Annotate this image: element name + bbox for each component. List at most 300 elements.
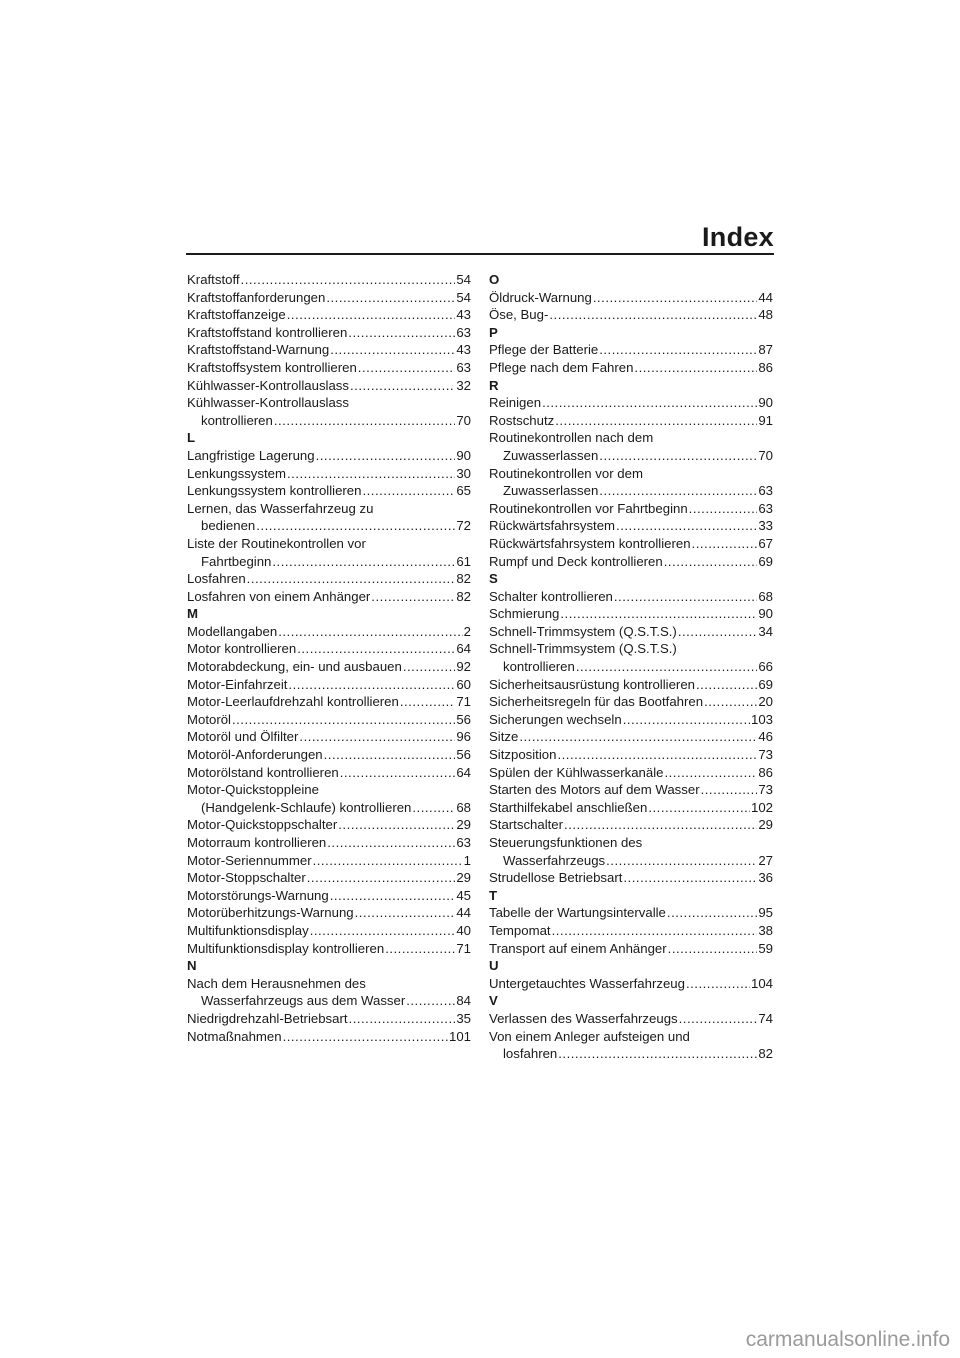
dot-leader bbox=[232, 711, 455, 729]
index-entry-label: Motoröl-Anforderungen bbox=[187, 747, 323, 763]
index-entry bbox=[489, 711, 773, 729]
index-entry-page: 95 bbox=[758, 905, 773, 921]
index-entry-label: Wasserfahrzeugs bbox=[503, 852, 606, 868]
index-entry-label: Kraftstoffanforderungen bbox=[187, 289, 326, 305]
index-entry-page: 1 bbox=[463, 852, 471, 868]
index-entry-page: 60 bbox=[456, 676, 471, 692]
index-entry-page: 87 bbox=[758, 342, 773, 358]
index-entry-page: 30 bbox=[456, 465, 471, 481]
index-entry-label: kontrollieren bbox=[503, 659, 575, 675]
index-entry bbox=[187, 764, 471, 782]
index-entry bbox=[187, 324, 471, 342]
index-entry-label: Schalter kontrollieren bbox=[489, 588, 613, 604]
index-entry-page: 56 bbox=[456, 711, 471, 727]
index-entry bbox=[489, 359, 773, 377]
dot-leader bbox=[256, 517, 455, 535]
index-entry bbox=[489, 447, 773, 465]
dot-leader bbox=[593, 289, 757, 307]
index-entry-page: 27 bbox=[758, 852, 773, 868]
index-entry bbox=[187, 992, 471, 1010]
dot-leader bbox=[362, 482, 455, 500]
index-entry-label: Kraftstoffanzeige bbox=[187, 307, 286, 323]
dot-leader bbox=[664, 553, 758, 571]
index-entry-label: Kraftstoffstand-Warnung bbox=[187, 342, 330, 358]
dot-leader bbox=[330, 341, 455, 359]
index-entry-page: 68 bbox=[456, 799, 471, 815]
index-entry bbox=[187, 570, 471, 588]
dot-leader bbox=[371, 588, 455, 606]
index-entry bbox=[187, 553, 471, 571]
index-entry-page: 36 bbox=[758, 870, 773, 886]
index-column-right bbox=[489, 271, 773, 1063]
index-entry bbox=[489, 1045, 773, 1063]
index-entry-page: 102 bbox=[750, 799, 773, 815]
dot-leader bbox=[564, 816, 757, 834]
index-entry bbox=[187, 922, 471, 940]
dot-leader bbox=[668, 940, 758, 958]
index-entry-page: 34 bbox=[758, 623, 773, 639]
index-entry bbox=[489, 1010, 773, 1028]
index-entry-label: Losfahren von einem Anhänger bbox=[187, 588, 371, 604]
index-letter-heading: P bbox=[489, 324, 498, 340]
dot-leader bbox=[412, 799, 455, 817]
dot-leader bbox=[355, 904, 456, 922]
index-entry-label: Motoröl bbox=[187, 711, 231, 727]
index-entry-label: Kraftstoffsystem kontrollieren bbox=[187, 359, 357, 375]
index-entry-label: Pflege nach dem Fahren bbox=[489, 359, 634, 375]
index-entry-label: kontrollieren bbox=[201, 412, 273, 428]
index-entry-page: 44 bbox=[758, 289, 773, 305]
dot-leader bbox=[704, 693, 757, 711]
index-entry-page: 101 bbox=[448, 1028, 471, 1044]
index-entry-label: Startschalter bbox=[489, 817, 564, 833]
index-entry bbox=[187, 816, 471, 834]
index-entry bbox=[489, 904, 773, 922]
dot-leader bbox=[400, 693, 455, 711]
dot-leader bbox=[274, 412, 455, 430]
index-entry-page: 63 bbox=[456, 835, 471, 850]
index-entry-label: Zuwasserlassen bbox=[503, 483, 599, 499]
index-entry-text: Routinekontrollen vor dem bbox=[489, 465, 643, 481]
index-entry bbox=[489, 781, 773, 799]
index-entry-page: 63 bbox=[758, 500, 773, 516]
index-entry-page: 82 bbox=[456, 588, 471, 604]
index-entry bbox=[489, 605, 773, 623]
dot-leader bbox=[241, 271, 456, 289]
index-entry-page: 73 bbox=[758, 747, 773, 763]
index-entry-page: 69 bbox=[758, 676, 773, 692]
index-entry-text: Schnell-Trimmsystem (Q.S.T.S.) bbox=[489, 641, 677, 657]
index-letter-heading: O bbox=[489, 272, 500, 287]
index-entry-label: Motorabdeckung, ein- und ausbauen bbox=[187, 659, 402, 675]
index-entry bbox=[489, 623, 773, 641]
index-entry-text: Nach dem Herausnehmen des bbox=[187, 975, 366, 991]
index-entry bbox=[489, 975, 773, 993]
dot-leader bbox=[701, 781, 758, 799]
index-entry-label: Tabelle der Wartungsintervalle bbox=[489, 905, 666, 921]
dot-leader bbox=[283, 1028, 448, 1046]
index-entry-page: 38 bbox=[758, 922, 773, 938]
index-entry-text: Kühlwasser-Kontrollauslass bbox=[187, 395, 349, 411]
index-entry-page: 43 bbox=[456, 307, 471, 323]
index-entry-label: Modellangaben bbox=[187, 623, 278, 639]
index-entry-page: 63 bbox=[456, 324, 471, 340]
index-entry-label: Motor kontrollieren bbox=[187, 641, 297, 657]
index-entry-label: Sitzposition bbox=[489, 747, 557, 763]
index-entry-page: 59 bbox=[758, 940, 773, 956]
index-entry-page: 74 bbox=[758, 1010, 773, 1026]
dot-leader bbox=[272, 553, 455, 571]
dot-leader bbox=[576, 658, 757, 676]
index-entry-page: 20 bbox=[758, 694, 773, 710]
index-entry-label: Motorraum kontrollieren bbox=[187, 835, 327, 850]
index-entry bbox=[489, 553, 773, 571]
index-entry-page: 72 bbox=[456, 518, 471, 534]
index-entry bbox=[489, 341, 773, 359]
index-entry-page: 46 bbox=[758, 729, 773, 745]
index-entry bbox=[489, 799, 773, 817]
index-entry bbox=[489, 588, 773, 606]
index-entry-page: 44 bbox=[456, 905, 471, 921]
index-entry-label: Motorstörungs-Warnung bbox=[187, 887, 329, 903]
index-entry bbox=[187, 377, 471, 395]
dot-leader bbox=[278, 623, 462, 641]
dot-leader bbox=[599, 447, 757, 465]
index-entry-label: Wasserfahrzeugs aus dem Wasser bbox=[201, 993, 406, 1009]
index-entry-label: Motor-Stoppschalter bbox=[187, 870, 306, 886]
index-entry bbox=[187, 447, 471, 465]
dot-leader bbox=[692, 535, 758, 553]
index-entry bbox=[489, 535, 773, 553]
dot-leader bbox=[297, 640, 455, 658]
dot-leader bbox=[689, 500, 758, 518]
index-entry bbox=[489, 412, 773, 430]
index-entry-page: 35 bbox=[456, 1010, 471, 1026]
dot-leader bbox=[552, 922, 758, 940]
index-entry bbox=[187, 940, 471, 958]
index-entry-label: Rückwärtsfahrsystem kontrollieren bbox=[489, 535, 691, 551]
dot-leader bbox=[403, 658, 456, 676]
dot-leader bbox=[247, 570, 456, 588]
index-entry-page: 33 bbox=[758, 518, 773, 534]
index-entry bbox=[187, 1010, 471, 1028]
dot-leader bbox=[288, 676, 455, 694]
index-entry-page: 82 bbox=[456, 571, 471, 587]
index-entry-text: Liste der Routinekontrollen vor bbox=[187, 535, 366, 551]
index-entry-page: 48 bbox=[758, 307, 773, 323]
index-entry-label: Starten des Motors auf dem Wasser bbox=[489, 782, 700, 798]
index-entry-label: (Handgelenk-Schlaufe) kontrollieren bbox=[201, 799, 412, 815]
dot-leader bbox=[542, 394, 757, 412]
dot-leader bbox=[519, 728, 757, 746]
index-column-left bbox=[187, 271, 471, 1045]
index-entry bbox=[489, 658, 773, 676]
index-letter-heading: N bbox=[187, 958, 197, 974]
index-entry-label: Langfristige Lagerung bbox=[187, 447, 315, 463]
index-entry-label: Zuwasserlassen bbox=[503, 447, 599, 463]
index-entry bbox=[489, 517, 773, 535]
dot-leader bbox=[555, 412, 757, 430]
dot-leader bbox=[557, 746, 757, 764]
index-entry-page: 64 bbox=[456, 641, 471, 657]
dot-leader bbox=[616, 517, 757, 535]
index-entry-label: Kraftstoff bbox=[187, 272, 240, 287]
index-entry bbox=[187, 1028, 471, 1046]
index-entry bbox=[489, 746, 773, 764]
index-entry bbox=[489, 816, 773, 834]
index-entry-label: Rumpf und Deck kontrollieren bbox=[489, 553, 663, 569]
index-entry-label: Motor-Einfahrzeit bbox=[187, 676, 288, 692]
index-entry-label: Losfahren bbox=[187, 571, 246, 587]
index-entry-label: Lenkungssystem bbox=[187, 465, 286, 481]
index-entry bbox=[187, 711, 471, 729]
index-entry-label: Pflege der Batterie bbox=[489, 342, 599, 358]
dot-leader bbox=[327, 834, 455, 852]
dot-leader bbox=[287, 306, 456, 324]
dot-leader bbox=[599, 482, 757, 500]
dot-leader bbox=[350, 377, 455, 395]
index-entry-page: 54 bbox=[456, 272, 471, 287]
index-entry bbox=[187, 306, 471, 324]
index-entry bbox=[187, 834, 471, 852]
index-entry-label: Motoröl und Ölfilter bbox=[187, 729, 299, 745]
index-entry-page: 40 bbox=[456, 922, 471, 938]
index-entry bbox=[187, 482, 471, 500]
index-entry bbox=[187, 869, 471, 887]
index-entry-page: 64 bbox=[456, 764, 471, 780]
dot-leader bbox=[558, 1045, 757, 1063]
index-entry bbox=[187, 341, 471, 359]
index-entry-label: Motor-Leerlaufdrehzahl kontrollieren bbox=[187, 694, 399, 710]
dot-leader bbox=[634, 359, 757, 377]
index-entry-page: 29 bbox=[456, 817, 471, 833]
index-entry bbox=[187, 465, 471, 483]
index-entry bbox=[187, 658, 471, 676]
index-entry bbox=[489, 482, 773, 500]
index-entry-page: 90 bbox=[758, 606, 773, 622]
index-entry-page: 66 bbox=[758, 659, 773, 675]
index-entry-label: Schmierung bbox=[489, 606, 560, 622]
index-entry-page: 90 bbox=[456, 447, 471, 463]
index-entry bbox=[187, 640, 471, 658]
index-entry-page: 91 bbox=[758, 412, 773, 428]
index-entry-label: Öldruck-Warnung bbox=[489, 289, 592, 305]
index-entry-page: 63 bbox=[758, 483, 773, 499]
index-entry-label: Lenkungssystem kontrollieren bbox=[187, 483, 362, 499]
index-letter-heading: T bbox=[489, 887, 498, 903]
dot-leader bbox=[287, 465, 455, 483]
index-entry-label: Sitze bbox=[489, 729, 519, 745]
index-entry-label: Starthilfekabel anschließen bbox=[489, 799, 648, 815]
index-entry-label: Notmaßnahmen bbox=[187, 1028, 282, 1044]
index-entry-label: Sicherheitsausrüstung kontrollieren bbox=[489, 676, 695, 692]
dot-leader bbox=[678, 623, 758, 641]
index-entry-page: 84 bbox=[456, 993, 471, 1009]
index-entry-label: Verlassen des Wasserfahrzeugs bbox=[489, 1010, 678, 1026]
index-entry-page: 43 bbox=[456, 342, 471, 358]
index-entry-page: 96 bbox=[456, 729, 471, 745]
index-entry-label: Schnell-Trimmsystem (Q.S.T.S.) bbox=[489, 623, 677, 639]
index-letter-heading: V bbox=[489, 993, 498, 1009]
index-entry bbox=[489, 869, 773, 887]
dot-leader bbox=[696, 676, 757, 694]
dot-leader bbox=[310, 922, 456, 940]
dot-leader bbox=[606, 852, 757, 870]
index-entry-page: 71 bbox=[456, 940, 471, 956]
index-entry bbox=[187, 676, 471, 694]
index-letter-heading: S bbox=[489, 571, 498, 587]
index-entry-label: Rückwärtsfahrsystem bbox=[489, 518, 616, 534]
dot-leader bbox=[316, 447, 456, 465]
index-entry bbox=[489, 676, 773, 694]
dot-leader bbox=[349, 1010, 456, 1028]
index-entry-label: Multifunktionsdisplay bbox=[187, 922, 309, 938]
index-entry-page: 69 bbox=[758, 553, 773, 569]
index-entry bbox=[187, 517, 471, 535]
index-entry-page: 63 bbox=[456, 359, 471, 375]
index-entry-label: Fahrtbeginn bbox=[201, 553, 272, 569]
index-entry-page: 70 bbox=[456, 412, 471, 428]
index-entry-page: 104 bbox=[750, 975, 773, 991]
index-entry bbox=[187, 271, 471, 289]
index-entry-page: 71 bbox=[456, 694, 471, 710]
index-entry-label: Sicherheitsregeln für das Bootfahren bbox=[489, 694, 704, 710]
index-entry-text: Steuerungsfunktionen des bbox=[489, 835, 643, 850]
index-entry-page: 65 bbox=[456, 483, 471, 499]
index-letter-heading: R bbox=[489, 377, 499, 393]
index-entry-label: Öse, Bug- bbox=[489, 307, 549, 323]
dot-leader bbox=[614, 588, 757, 606]
index-entry bbox=[489, 852, 773, 870]
index-entry-label: Sicherungen wechseln bbox=[489, 711, 622, 727]
index-entry bbox=[489, 289, 773, 307]
dot-leader bbox=[667, 904, 757, 922]
index-entry bbox=[187, 728, 471, 746]
index-entry-label: Kraftstoffstand kontrollieren bbox=[187, 324, 348, 340]
index-entry-label: Reinigen bbox=[489, 395, 542, 411]
index-entry-label: Motor-Seriennummer bbox=[187, 852, 312, 868]
index-entry-page: 56 bbox=[456, 747, 471, 763]
index-entry-text: Routinekontrollen nach dem bbox=[489, 430, 654, 446]
index-entry-page: 32 bbox=[456, 377, 471, 393]
index-entry-page: 82 bbox=[758, 1046, 773, 1062]
index-entry-label: Kühlwasser-Kontrollauslass bbox=[187, 377, 349, 393]
dot-leader bbox=[599, 341, 757, 359]
index-entry-page: 2 bbox=[463, 623, 471, 639]
index-entry bbox=[489, 693, 773, 711]
index-entry-page: 86 bbox=[758, 359, 773, 375]
index-entry bbox=[187, 852, 471, 870]
index-letter-heading: L bbox=[187, 430, 196, 446]
title-rule bbox=[186, 253, 774, 255]
index-entry bbox=[187, 904, 471, 922]
index-entry bbox=[187, 887, 471, 905]
index-entry-page: 54 bbox=[456, 289, 471, 305]
dot-leader bbox=[307, 869, 456, 887]
index-entry-label: Niedrigdrehzahl-Betriebsart bbox=[187, 1010, 348, 1026]
index-entry-page: 103 bbox=[750, 711, 773, 727]
index-entry-page: 86 bbox=[758, 764, 773, 780]
dot-leader bbox=[340, 764, 456, 782]
dot-leader bbox=[560, 605, 757, 623]
index-entry-label: Strudellose Betriebsart bbox=[489, 870, 623, 886]
watermark: carmanualsonline.info bbox=[745, 1328, 950, 1351]
index-entry-label: Routinekontrollen vor Fahrtbeginn bbox=[489, 500, 688, 516]
index-entry-text: Von einem Anleger aufsteigen und bbox=[489, 1028, 690, 1044]
index-entry bbox=[489, 940, 773, 958]
index-entry-page: 29 bbox=[456, 870, 471, 886]
index-entry-page: 73 bbox=[758, 782, 773, 798]
dot-leader bbox=[299, 728, 455, 746]
index-entry-label: Transport auf einem Anhänger bbox=[489, 940, 667, 956]
dot-leader bbox=[664, 764, 757, 782]
index-entry bbox=[489, 500, 773, 518]
index-entry bbox=[489, 394, 773, 412]
index-entry bbox=[187, 623, 471, 641]
index-entry-page: 90 bbox=[758, 395, 773, 411]
index-entry-label: Tempomat bbox=[489, 922, 551, 938]
dot-leader bbox=[358, 359, 456, 377]
index-entry-label: Multifunktionsdisplay kontrollieren bbox=[187, 940, 385, 956]
dot-leader bbox=[679, 1010, 758, 1028]
index-entry-label: Motor-Quickstoppschalter bbox=[187, 817, 338, 833]
index-entry-page: 68 bbox=[758, 588, 773, 604]
index-entry-label: Motorüberhitzungs-Warnung bbox=[187, 905, 354, 921]
dot-leader bbox=[330, 887, 456, 905]
dot-leader bbox=[549, 306, 757, 324]
index-entry-label: Motorölstand kontrollieren bbox=[187, 764, 339, 780]
index-entry bbox=[187, 359, 471, 377]
dot-leader bbox=[406, 992, 455, 1010]
dot-leader bbox=[686, 975, 750, 993]
index-entry-page: 61 bbox=[456, 553, 471, 569]
index-entry bbox=[187, 799, 471, 817]
index-entry-page: 45 bbox=[456, 887, 471, 903]
index-entry bbox=[489, 728, 773, 746]
index-entry-page: 92 bbox=[456, 659, 471, 675]
index-entry-page: 29 bbox=[758, 817, 773, 833]
index-entry-text: Lernen, das Wasserfahrzeug zu bbox=[187, 500, 374, 516]
dot-leader bbox=[648, 799, 750, 817]
index-entry bbox=[489, 306, 773, 324]
index-entry bbox=[187, 412, 471, 430]
dot-leader bbox=[324, 746, 456, 764]
index-entry bbox=[187, 746, 471, 764]
index-entry-text: Motor-Quickstoppleine bbox=[187, 782, 319, 798]
dot-leader bbox=[385, 940, 455, 958]
dot-leader bbox=[326, 289, 455, 307]
index-entry-label: losfahren bbox=[503, 1046, 558, 1062]
index-entry-page: 70 bbox=[758, 447, 773, 463]
index-entry-label: Spülen der Kühlwasserkanäle bbox=[489, 764, 664, 780]
index-entry bbox=[187, 693, 471, 711]
index-letter-heading: M bbox=[187, 606, 198, 622]
dot-leader bbox=[623, 869, 757, 887]
index-letter-heading: U bbox=[489, 958, 499, 974]
dot-leader bbox=[348, 324, 455, 342]
index-entry bbox=[489, 764, 773, 782]
dot-leader bbox=[623, 711, 750, 729]
dot-leader bbox=[338, 816, 455, 834]
page-title: Index bbox=[701, 222, 774, 252]
index-entry-page: 67 bbox=[758, 535, 773, 551]
index-entry bbox=[187, 588, 471, 606]
index-entry bbox=[489, 922, 773, 940]
index-entry-label: Untergetauchtes Wasserfahrzeug bbox=[489, 975, 685, 991]
index-entry bbox=[187, 289, 471, 307]
index-entry-label: bedienen bbox=[201, 518, 256, 534]
dot-leader bbox=[313, 852, 463, 870]
